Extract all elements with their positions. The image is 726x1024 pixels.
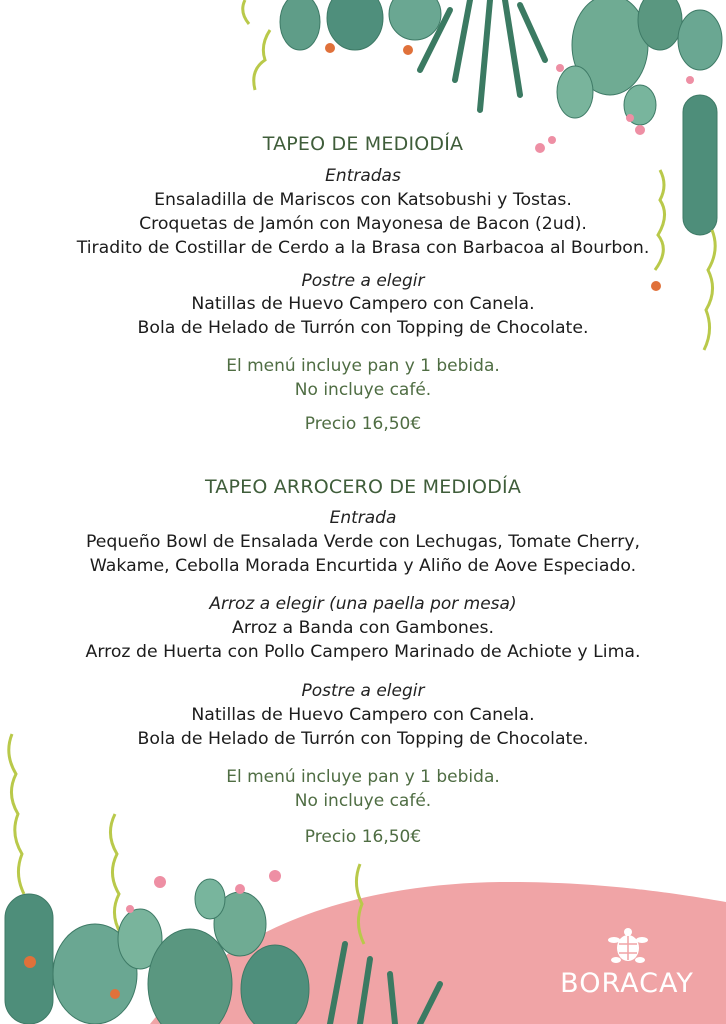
menu-item: Natillas de Huevo Campero con Canela. xyxy=(191,705,535,725)
menu-item: Bola de Helado de Turrón con Topping de Chocolate. xyxy=(137,318,589,338)
section2-title: TAPEO ARROCERO DE MEDIODÍA xyxy=(204,476,522,498)
menu-item: Wakame, Cebolla Morada Encurtida y Aliño de Aove Especiado. xyxy=(89,556,637,576)
section2-dessert-label: Postre a elegir xyxy=(301,681,425,701)
section2-rice-label: Arroz a elegir (una paella por mesa) xyxy=(209,594,517,614)
section1-price: Precio 16,50€ xyxy=(304,414,422,434)
section1-includes-note: El menú incluye pan y 1 bebida. xyxy=(226,356,500,376)
menu-item: Ensaladilla de Mariscos con Katsobushi y Tostas. xyxy=(154,190,572,210)
menu-item: Croquetas de Jamón con Mayonesa de Bacon (2ud). xyxy=(139,214,587,234)
brand-name: BORACAY xyxy=(560,968,694,999)
section2-includes-note: El menú incluye pan y 1 bebida. xyxy=(226,767,500,787)
menu-item: Bola de Helado de Turrón con Topping de Chocolate. xyxy=(137,729,589,749)
section1-title: TAPEO DE MEDIODÍA xyxy=(262,133,464,155)
menu-item: Natillas de Huevo Campero con Canela. xyxy=(191,294,535,314)
menu-item: Pequeño Bowl de Ensalada Verde con Lechugas, Tomate Cherry, xyxy=(85,532,641,552)
menu-item: Arroz de Huerta con Pollo Campero Marinado de Achiote y Lima. xyxy=(85,642,641,662)
section1-coffee-note: No incluye café. xyxy=(294,380,432,400)
section2-price: Precio 16,50€ xyxy=(304,827,422,847)
section1-dessert-label: Postre a elegir xyxy=(301,271,425,291)
section1-starters-label: Entradas xyxy=(325,166,401,186)
section2-coffee-note: No incluye café. xyxy=(294,791,432,811)
menu-item: Tiradito de Costillar de Cerdo a la Brasa con Barbacoa al Bourbon. xyxy=(76,238,650,258)
section2-starter-label: Entrada xyxy=(329,508,397,528)
turtle-icon xyxy=(606,926,650,970)
menu-item: Arroz a Banda con Gambones. xyxy=(232,618,494,638)
